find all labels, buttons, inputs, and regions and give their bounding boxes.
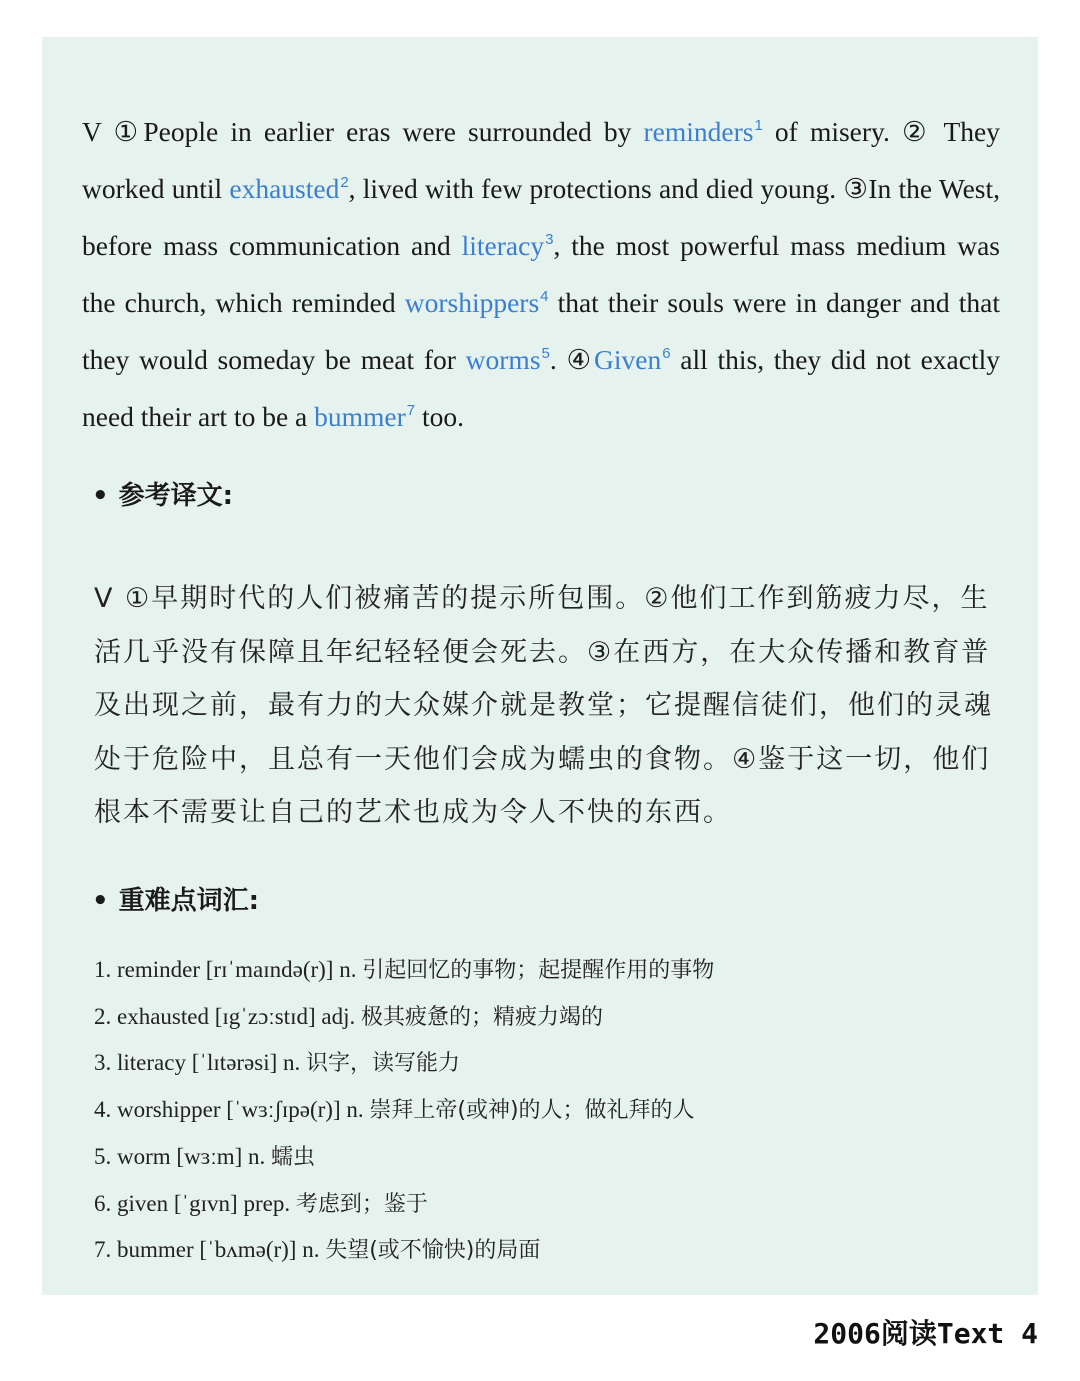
vocab-word-text: worms bbox=[465, 343, 541, 375]
vocab-entry-chinese: 失望(或不愉快)的局面 bbox=[325, 1238, 541, 1264]
vocab-entry-english: 6. given [ˈgɪvn] prep. bbox=[94, 1190, 296, 1216]
vocab-item bbox=[94, 1087, 994, 1134]
passage-text: , lived with few protections and died young. ③In the West, before mass communication and bbox=[82, 172, 1000, 261]
passage-text: all this, they did not exactly need their art to be a bbox=[82, 343, 1000, 432]
vocabulary-list bbox=[94, 947, 994, 1274]
vocab-word-text: worshippers bbox=[404, 286, 540, 318]
vocab-word-literacy bbox=[462, 230, 554, 261]
vocab-entry-chinese: 考虑到；鉴于 bbox=[295, 1191, 428, 1217]
vocabulary-heading bbox=[92, 880, 259, 917]
vocab-entry-chinese: 识字，读写能力 bbox=[306, 1051, 461, 1077]
vocab-word-given bbox=[594, 344, 671, 375]
vocab-word-bummer bbox=[314, 401, 415, 432]
vocab-word-text: bummer bbox=[314, 400, 406, 432]
passage-text: of misery. ② They worked until bbox=[82, 115, 1000, 204]
footnote-number: 2 bbox=[340, 173, 349, 191]
vocab-entry-english: 5. worm [wɜːm] n. bbox=[94, 1143, 272, 1169]
english-passage bbox=[82, 103, 1000, 445]
vocabulary-heading-text: 重难点词汇: bbox=[118, 886, 260, 916]
vocab-item bbox=[94, 1181, 994, 1228]
footnote-number: 5 bbox=[541, 344, 550, 362]
passage-text: , the most powerful mass medium was the church, which reminded bbox=[82, 229, 1000, 318]
vocab-item bbox=[94, 1040, 994, 1087]
content-card bbox=[42, 37, 1038, 1295]
translation-heading bbox=[92, 475, 233, 512]
vocab-word-worms bbox=[466, 344, 550, 375]
vocab-entry-english: 2. exhausted [ɪgˈzɔːstɪd] adj. bbox=[94, 1003, 361, 1029]
vocab-word-reminders bbox=[644, 116, 763, 147]
footnote-number: 3 bbox=[545, 230, 554, 248]
bullet-icon: • bbox=[92, 886, 109, 916]
vocab-word-exhausted bbox=[229, 173, 348, 204]
passage-text: too. bbox=[415, 400, 465, 432]
vocab-entry-chinese: 引起回忆的事物；起提醒作用的事物 bbox=[362, 958, 715, 983]
footnote-number: 1 bbox=[754, 116, 763, 134]
vocab-entry-english: 3. literacy [ˈlɪtərəsi] n. bbox=[94, 1050, 307, 1076]
vocab-item bbox=[94, 947, 994, 994]
passage-text: V ①People in earlier eras were surrounded by bbox=[82, 115, 644, 147]
vocab-entry-english: 7. bummer [ˈbʌmə(r)] n. bbox=[94, 1237, 326, 1263]
vocab-entry-chinese: 极其疲惫的；精疲力竭的 bbox=[360, 1004, 603, 1030]
vocab-word-text: exhausted bbox=[229, 172, 340, 204]
vocab-word-text: Given bbox=[593, 343, 662, 375]
vocab-entry-chinese: 崇拜上帝(或神)的人；做礼拜的人 bbox=[369, 1098, 695, 1124]
vocab-word-text: reminders bbox=[643, 115, 754, 147]
passage-text: . ④ bbox=[549, 343, 594, 375]
vocab-item bbox=[94, 994, 994, 1041]
vocab-item bbox=[94, 1227, 994, 1274]
passage-text: that their souls were in danger and that they would someday be meat for bbox=[82, 286, 1000, 375]
translation-heading-text: 参考译文: bbox=[118, 481, 234, 511]
chinese-translation: V ①早期时代的人们被痛苦的提示所包围。②他们工作到筋疲力尽，生活几乎没有保障且年纪轻轻便会死去。③在西方，在大众传播和教育普及出现之前，最有力的大众媒介就是教堂；它提醒信徒们，他们的灵魂处于危险中，且总有一天他们会成为蠕虫的食物。④鉴于这一切，他们根本不需要让自己的艺术也成为令人不快的东西。 bbox=[94, 583, 993, 828]
footnote-number: 7 bbox=[406, 401, 416, 419]
vocab-word-worshippers bbox=[405, 287, 549, 318]
vocab-word-text: literacy bbox=[461, 229, 545, 261]
footnote-number: 4 bbox=[540, 287, 549, 305]
vocab-entry-english: 4. worshipper [ˈwɜːʃɪpə(r)] n. bbox=[94, 1097, 370, 1123]
vocab-item bbox=[94, 1134, 994, 1181]
bullet-icon: • bbox=[92, 481, 109, 511]
vocab-entry-chinese: 蠕虫 bbox=[271, 1144, 316, 1170]
vocab-entry-english: 1. reminder [rɪˈmaɪndə(r)] n. bbox=[94, 957, 363, 982]
footnote-number: 6 bbox=[662, 344, 671, 362]
page-footer-label: 2006阅读Text 4 bbox=[813, 1317, 1038, 1350]
